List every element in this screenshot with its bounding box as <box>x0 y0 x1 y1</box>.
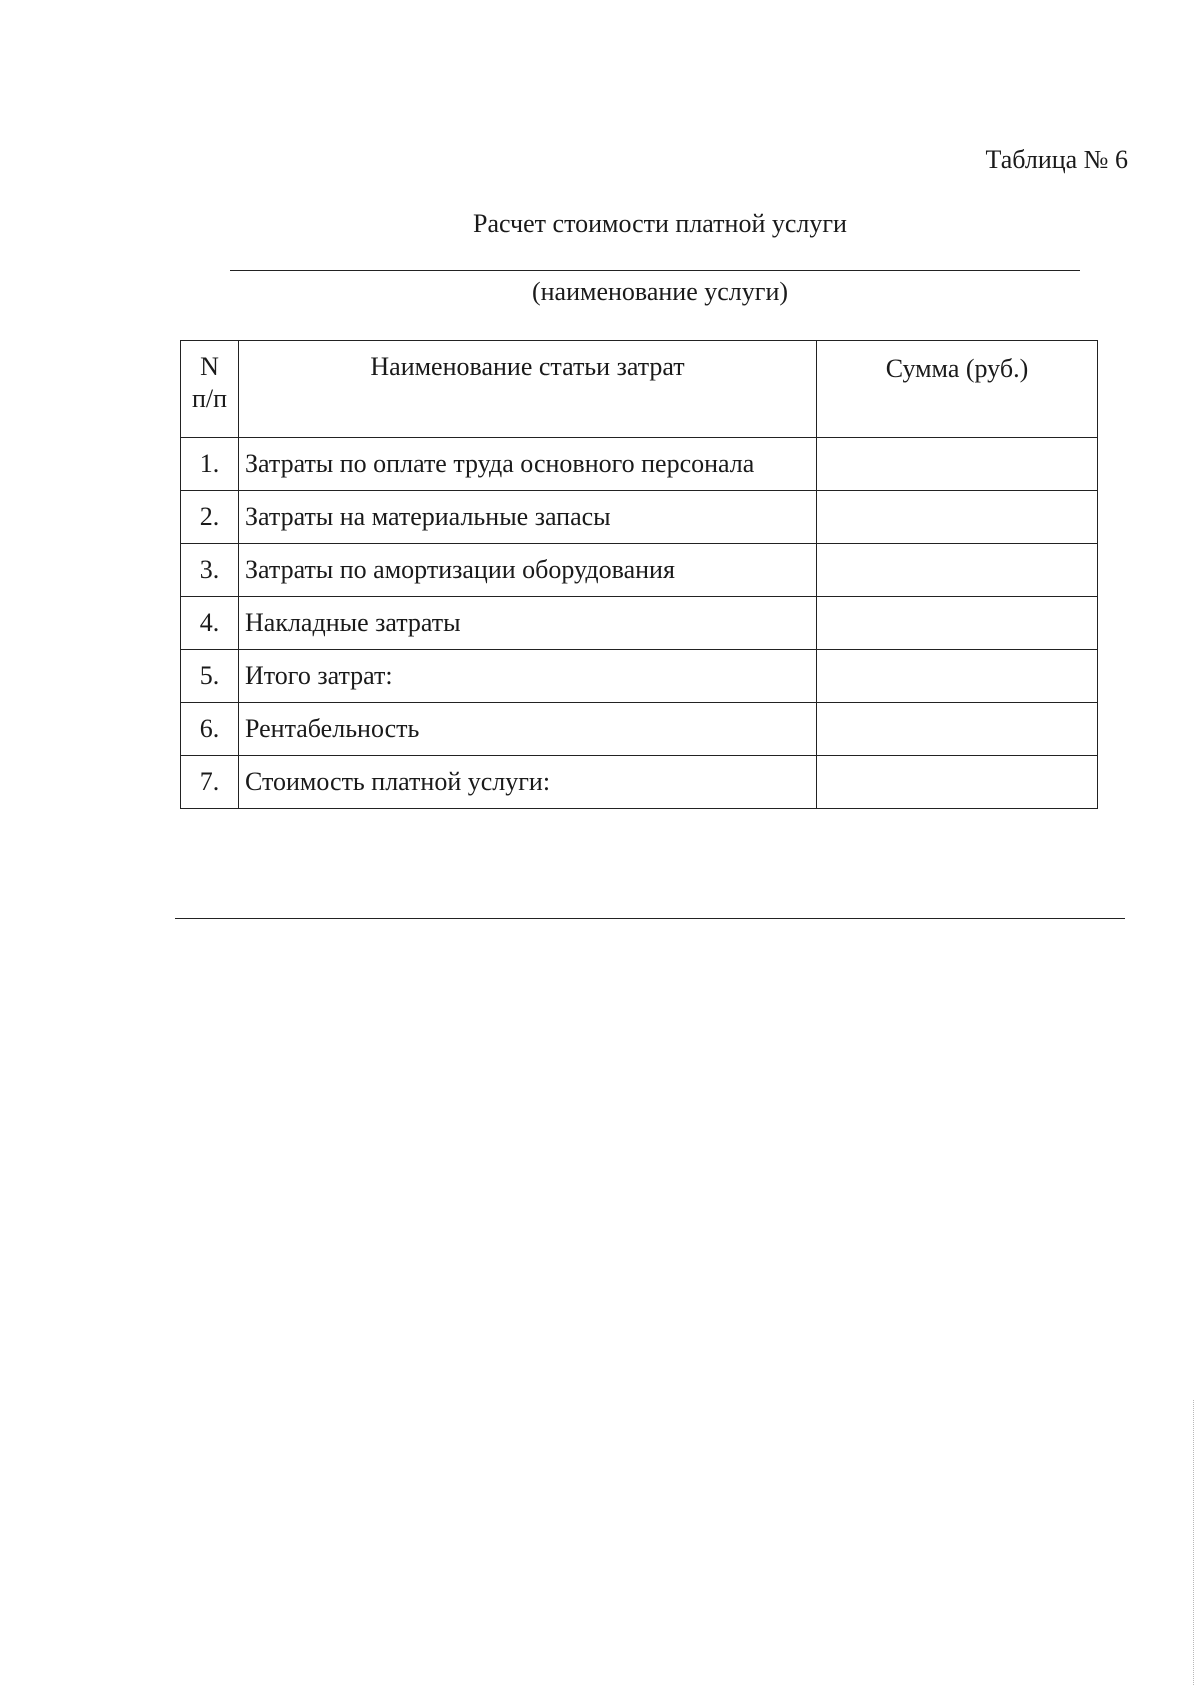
column-header-number-line1: N <box>200 352 219 381</box>
cost-item-sum-cell <box>817 597 1098 650</box>
cost-item-name: Рентабельность <box>239 703 817 756</box>
row-number: 4. <box>181 597 239 650</box>
table-row <box>181 703 1098 756</box>
cost-item-name: Затраты по амортизации оборудования <box>239 544 817 597</box>
row-number: 1. <box>181 438 239 491</box>
cost-item-name: Затраты по оплате труда основного персонала <box>239 438 817 491</box>
table-row <box>181 597 1098 650</box>
cost-item-name: Итого затрат: <box>239 650 817 703</box>
column-header-cost-item: Наименование статьи затрат <box>239 341 817 438</box>
row-number: 3. <box>181 544 239 597</box>
row-number: 2. <box>181 491 239 544</box>
service-name-caption: (наименование услуги) <box>531 277 789 306</box>
table-row <box>181 544 1098 597</box>
cost-calculation-table <box>180 340 1098 809</box>
table-number-label: Таблица № 6 <box>985 145 1128 174</box>
cost-item-name: Затраты на материальные запасы <box>239 491 817 544</box>
table-row <box>181 438 1098 491</box>
cost-item-sum-cell <box>817 544 1098 597</box>
cost-item-sum-cell <box>817 756 1098 809</box>
cost-item-name: Накладные затраты <box>239 597 817 650</box>
cost-item-sum-cell <box>817 650 1098 703</box>
row-number: 6. <box>181 703 239 756</box>
column-header-number-line2: п/п <box>191 384 228 413</box>
column-header-sum: Сумма (руб.) <box>817 341 1098 438</box>
document-title: Расчет стоимости платной услуги <box>473 209 847 238</box>
bottom-blank-line <box>175 918 1125 919</box>
table-header-row <box>181 341 1098 438</box>
column-header-number <box>181 341 239 438</box>
cost-item-sum-cell <box>817 703 1098 756</box>
table-row <box>181 756 1098 809</box>
cost-item-name: Стоимость платной услуги: <box>239 756 817 809</box>
cost-item-sum-cell <box>817 438 1098 491</box>
scan-edge-mark <box>1193 1400 1194 1685</box>
service-name-blank-line <box>230 270 1080 271</box>
row-number: 7. <box>181 756 239 809</box>
table-row <box>181 650 1098 703</box>
row-number: 5. <box>181 650 239 703</box>
cost-item-sum-cell <box>817 491 1098 544</box>
table-row <box>181 491 1098 544</box>
